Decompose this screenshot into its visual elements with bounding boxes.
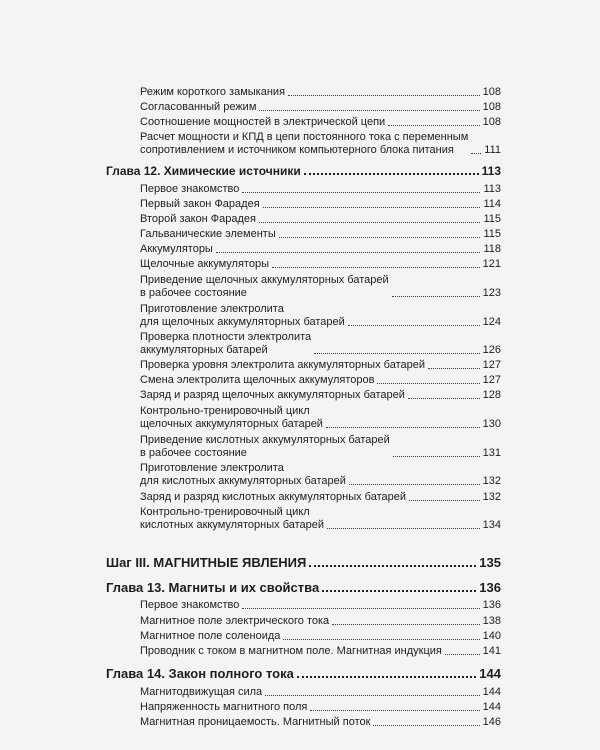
page-number: 114 <box>483 198 501 210</box>
page-number: 127 <box>482 359 501 371</box>
leader-dots <box>310 710 479 711</box>
leader-dots <box>388 125 479 126</box>
leader-dots <box>377 383 479 384</box>
entry-title: Приготовление электролита для щелочных аккумуляторных батарей <box>140 303 345 328</box>
entry-title: Проверка плотности электролита аккумуляторных батарей <box>140 331 312 356</box>
toc-entry[interactable] <box>140 389 501 402</box>
entry-title: Проверка уровня электролита аккумуляторных батарей <box>140 359 425 371</box>
leader-dots <box>283 639 479 640</box>
page-number: 121 <box>482 258 501 270</box>
page-number: 126 <box>482 344 501 356</box>
entry-title: Магнитная проницаемость. Магнитный поток <box>140 716 371 728</box>
toc-entry[interactable] <box>140 701 501 714</box>
toc-entry[interactable] <box>140 183 501 196</box>
page-number: 136 <box>482 599 501 611</box>
part-heading[interactable] <box>106 556 501 570</box>
toc-entry[interactable] <box>140 243 501 256</box>
page-number: 130 <box>482 418 501 430</box>
page-number: 127 <box>482 374 501 386</box>
toc-entry[interactable] <box>140 491 501 504</box>
leader-dots <box>259 110 479 111</box>
page-number: 144 <box>482 701 501 713</box>
toc-entry[interactable] <box>140 462 501 488</box>
page-number: 108 <box>482 86 501 98</box>
toc-entry[interactable] <box>140 213 501 226</box>
leader-dots <box>242 192 480 193</box>
toc-entry[interactable] <box>140 405 501 431</box>
toc-entry[interactable] <box>140 274 501 300</box>
chapter-heading[interactable] <box>106 164 501 178</box>
page-number: 115 <box>483 228 501 240</box>
entry-title: Контрольно-тренировочный цикл кислотных аккумуляторных батарей <box>140 506 325 531</box>
page-number: 135 <box>479 555 501 570</box>
entry-title: Согласованный режим <box>140 101 257 113</box>
leader-dots <box>327 528 480 529</box>
entry-title: Гальванические элементы <box>140 228 276 240</box>
page-number: 144 <box>479 666 501 681</box>
page-number: 141 <box>482 645 501 657</box>
leader-dots <box>445 654 480 655</box>
leader-dots <box>259 222 480 223</box>
page-number: 113 <box>483 183 501 195</box>
toc-entry[interactable] <box>140 645 501 658</box>
part-title: Шаг III. МАГНИТНЫЕ ЯВЛЕНИЯ <box>106 555 307 570</box>
entry-title: Магнитное поле электрического тока <box>140 615 330 627</box>
leader-dots <box>272 267 480 268</box>
toc-entry[interactable] <box>140 303 501 329</box>
toc-entry[interactable] <box>140 630 501 643</box>
toc-entry[interactable] <box>140 686 501 699</box>
page-number: 128 <box>482 389 501 401</box>
chapter-title: Глава 13. Магниты и их свойства <box>106 580 320 595</box>
leader-dots <box>216 252 481 253</box>
leader-dots <box>304 173 479 175</box>
page-number: 146 <box>482 716 501 728</box>
leader-dots <box>332 624 479 625</box>
page-number: 138 <box>482 615 501 627</box>
entry-title: Заряд и разряд щелочных аккумуляторных батарей <box>140 389 405 401</box>
entry-title: Заряд и разряд кислотных аккумуляторных батарей <box>140 491 407 503</box>
leader-dots <box>288 95 480 96</box>
toc-entry[interactable] <box>140 116 501 129</box>
page-number: 123 <box>482 287 501 299</box>
chapter-heading[interactable] <box>106 667 501 681</box>
leader-dots <box>408 398 480 399</box>
chapter-heading[interactable] <box>106 581 501 595</box>
page-number: 144 <box>482 686 501 698</box>
toc-entry[interactable] <box>140 374 501 387</box>
leader-dots <box>314 353 480 354</box>
toc-entry[interactable] <box>140 599 501 612</box>
entry-title: Контрольно-тренировочный цикл щелочных аккумуляторных батарей <box>140 405 323 430</box>
chapter-title: Глава 14. Закон полного тока <box>106 666 294 681</box>
toc-entry[interactable] <box>140 86 501 99</box>
leader-dots <box>309 565 476 567</box>
page-number: 136 <box>479 580 501 595</box>
entry-title: Щелочные аккумуляторы <box>140 258 269 270</box>
entry-title: Приведение кислотных аккумуляторных батарей в рабочее состояние <box>140 434 390 459</box>
toc-entry[interactable] <box>140 506 501 532</box>
leader-dots <box>265 695 479 696</box>
toc-entry[interactable] <box>140 258 501 271</box>
page-number: 134 <box>482 519 501 531</box>
leader-dots <box>349 484 480 485</box>
chapter-title: Глава 12. Химические источники <box>106 164 301 178</box>
entry-title: Аккумуляторы <box>140 243 213 255</box>
entry-title: Смена электролита щелочных аккумуляторов <box>140 374 375 386</box>
page-number: 140 <box>482 630 501 642</box>
page-number: 132 <box>482 491 501 503</box>
page-number: 115 <box>483 213 501 225</box>
leader-dots <box>242 608 479 609</box>
page-number: 108 <box>482 101 501 113</box>
toc-entry[interactable] <box>140 198 501 211</box>
entry-title: Первый закон Фарадея <box>140 198 260 210</box>
leader-dots <box>409 500 480 501</box>
page-number: 113 <box>481 164 501 178</box>
leader-dots <box>392 296 480 297</box>
leader-dots <box>322 590 476 592</box>
entry-title: Напряженность магнитного поля <box>140 701 308 713</box>
entry-title: Режим короткого замыкания <box>140 86 286 98</box>
leader-dots <box>279 237 481 238</box>
leader-dots <box>348 325 480 326</box>
page-number: 118 <box>483 243 501 255</box>
leader-dots <box>373 725 479 726</box>
toc-entry[interactable] <box>140 359 501 372</box>
leader-dots <box>428 368 480 369</box>
toc-entry[interactable] <box>140 131 501 157</box>
leader-dots <box>326 427 480 428</box>
entry-title: Соотношение мощностей в электрической цепи <box>140 116 386 128</box>
page-number: 108 <box>482 116 501 128</box>
toc-entry[interactable] <box>140 228 501 241</box>
leader-dots <box>393 456 480 457</box>
entry-title: Первое знакомство <box>140 183 240 195</box>
toc-entry[interactable] <box>140 331 501 357</box>
page-number: 131 <box>482 447 501 459</box>
entry-title: Магнитодвижущая сила <box>140 686 263 698</box>
entry-title: Проводник с током в магнитном поле. Магнитная индукция <box>140 645 442 657</box>
entry-title: Магнитное поле соленоида <box>140 630 281 642</box>
leader-dots <box>471 153 481 154</box>
entry-title: Приведение щелочных аккумуляторных батарей в рабочее состояние <box>140 274 389 299</box>
leader-dots <box>263 207 481 208</box>
page-number: 111 <box>484 144 501 156</box>
leader-dots <box>297 676 476 678</box>
entry-title: Первое знакомство <box>140 599 240 611</box>
toc-entry[interactable] <box>140 615 501 628</box>
entry-title: Расчет мощности и КПД в цепи постоянного тока с переменным сопротивлением и источником компьютерного блока питания <box>140 131 469 156</box>
toc-entry[interactable] <box>140 716 501 729</box>
toc-entry[interactable] <box>140 434 501 460</box>
toc-entry[interactable] <box>140 101 501 114</box>
page-number: 132 <box>482 475 501 487</box>
page-number: 124 <box>482 316 501 328</box>
entry-title: Второй закон Фарадея <box>140 213 256 225</box>
entry-title: Приготовление электролита для кислотных аккумуляторных батарей <box>140 462 346 487</box>
